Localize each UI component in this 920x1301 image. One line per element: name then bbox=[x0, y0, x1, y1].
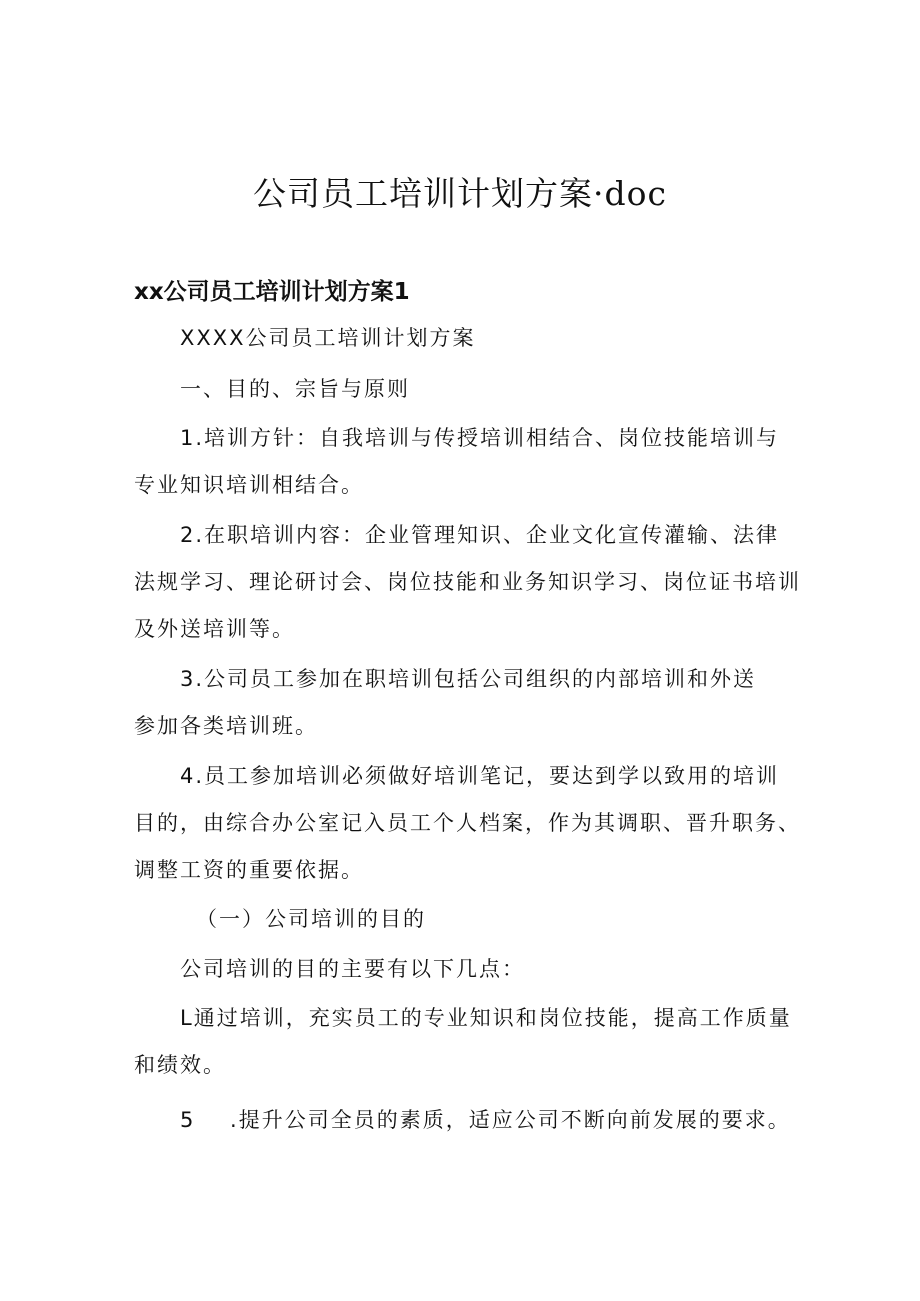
paragraph-2-line-3: 及外送培训等。 bbox=[134, 617, 295, 641]
paragraph-2-line-2: 法规学习、理论研讨会、岗位技能和业务知识学习、岗位证书培训 bbox=[134, 570, 801, 594]
plan-subtitle: XXXX公司员工培训计划方案 bbox=[180, 326, 476, 350]
paragraph-5-line-1: 公司培训的目的主要有以下几点： bbox=[180, 957, 525, 981]
paragraph-2-line-1: 2.在职培训内容：企业管理知识、企业文化宣传灌输、法律 bbox=[180, 523, 780, 547]
paragraph-4-line-1: 4.员工参加培训必须做好培训笔记，要达到学以致用的培训 bbox=[180, 764, 780, 788]
paragraph-7-line-1: 5 .提升公司全员的素质，适应公司不断向前发展的要求。 bbox=[180, 1108, 791, 1132]
document-title: 公司员工培训计划方案·doc bbox=[253, 174, 667, 213]
section-heading: xx公司员工培训计划方案1 bbox=[134, 279, 410, 305]
paragraph-3-line-1: 3.公司员工参加在职培训包括公司组织的内部培训和外送 bbox=[180, 667, 757, 691]
section-purpose-heading: 一、目的、宗旨与原则 bbox=[180, 377, 410, 401]
paragraph-6-line-1: L通过培训，充实员工的专业知识和岗位技能，提高工作质量 bbox=[180, 1006, 792, 1030]
paragraph-1-line-2: 专业知识培训相结合。 bbox=[134, 473, 364, 497]
subsection-heading: （一）公司培训的目的 bbox=[196, 907, 426, 931]
paragraph-4-line-3: 调整工资的重要依据。 bbox=[134, 858, 364, 882]
paragraph-6-line-2: 和绩效。 bbox=[134, 1053, 226, 1077]
paragraph-4-line-2: 目的，由综合办公室记入员工个人档案，作为其调职、晋升职务、 bbox=[134, 811, 801, 835]
paragraph-3-line-2: 参加各类培训班。 bbox=[134, 714, 318, 738]
paragraph-1-line-1: 1.培训方针：自我培训与传授培训相结合、岗位技能培训与 bbox=[180, 426, 780, 450]
